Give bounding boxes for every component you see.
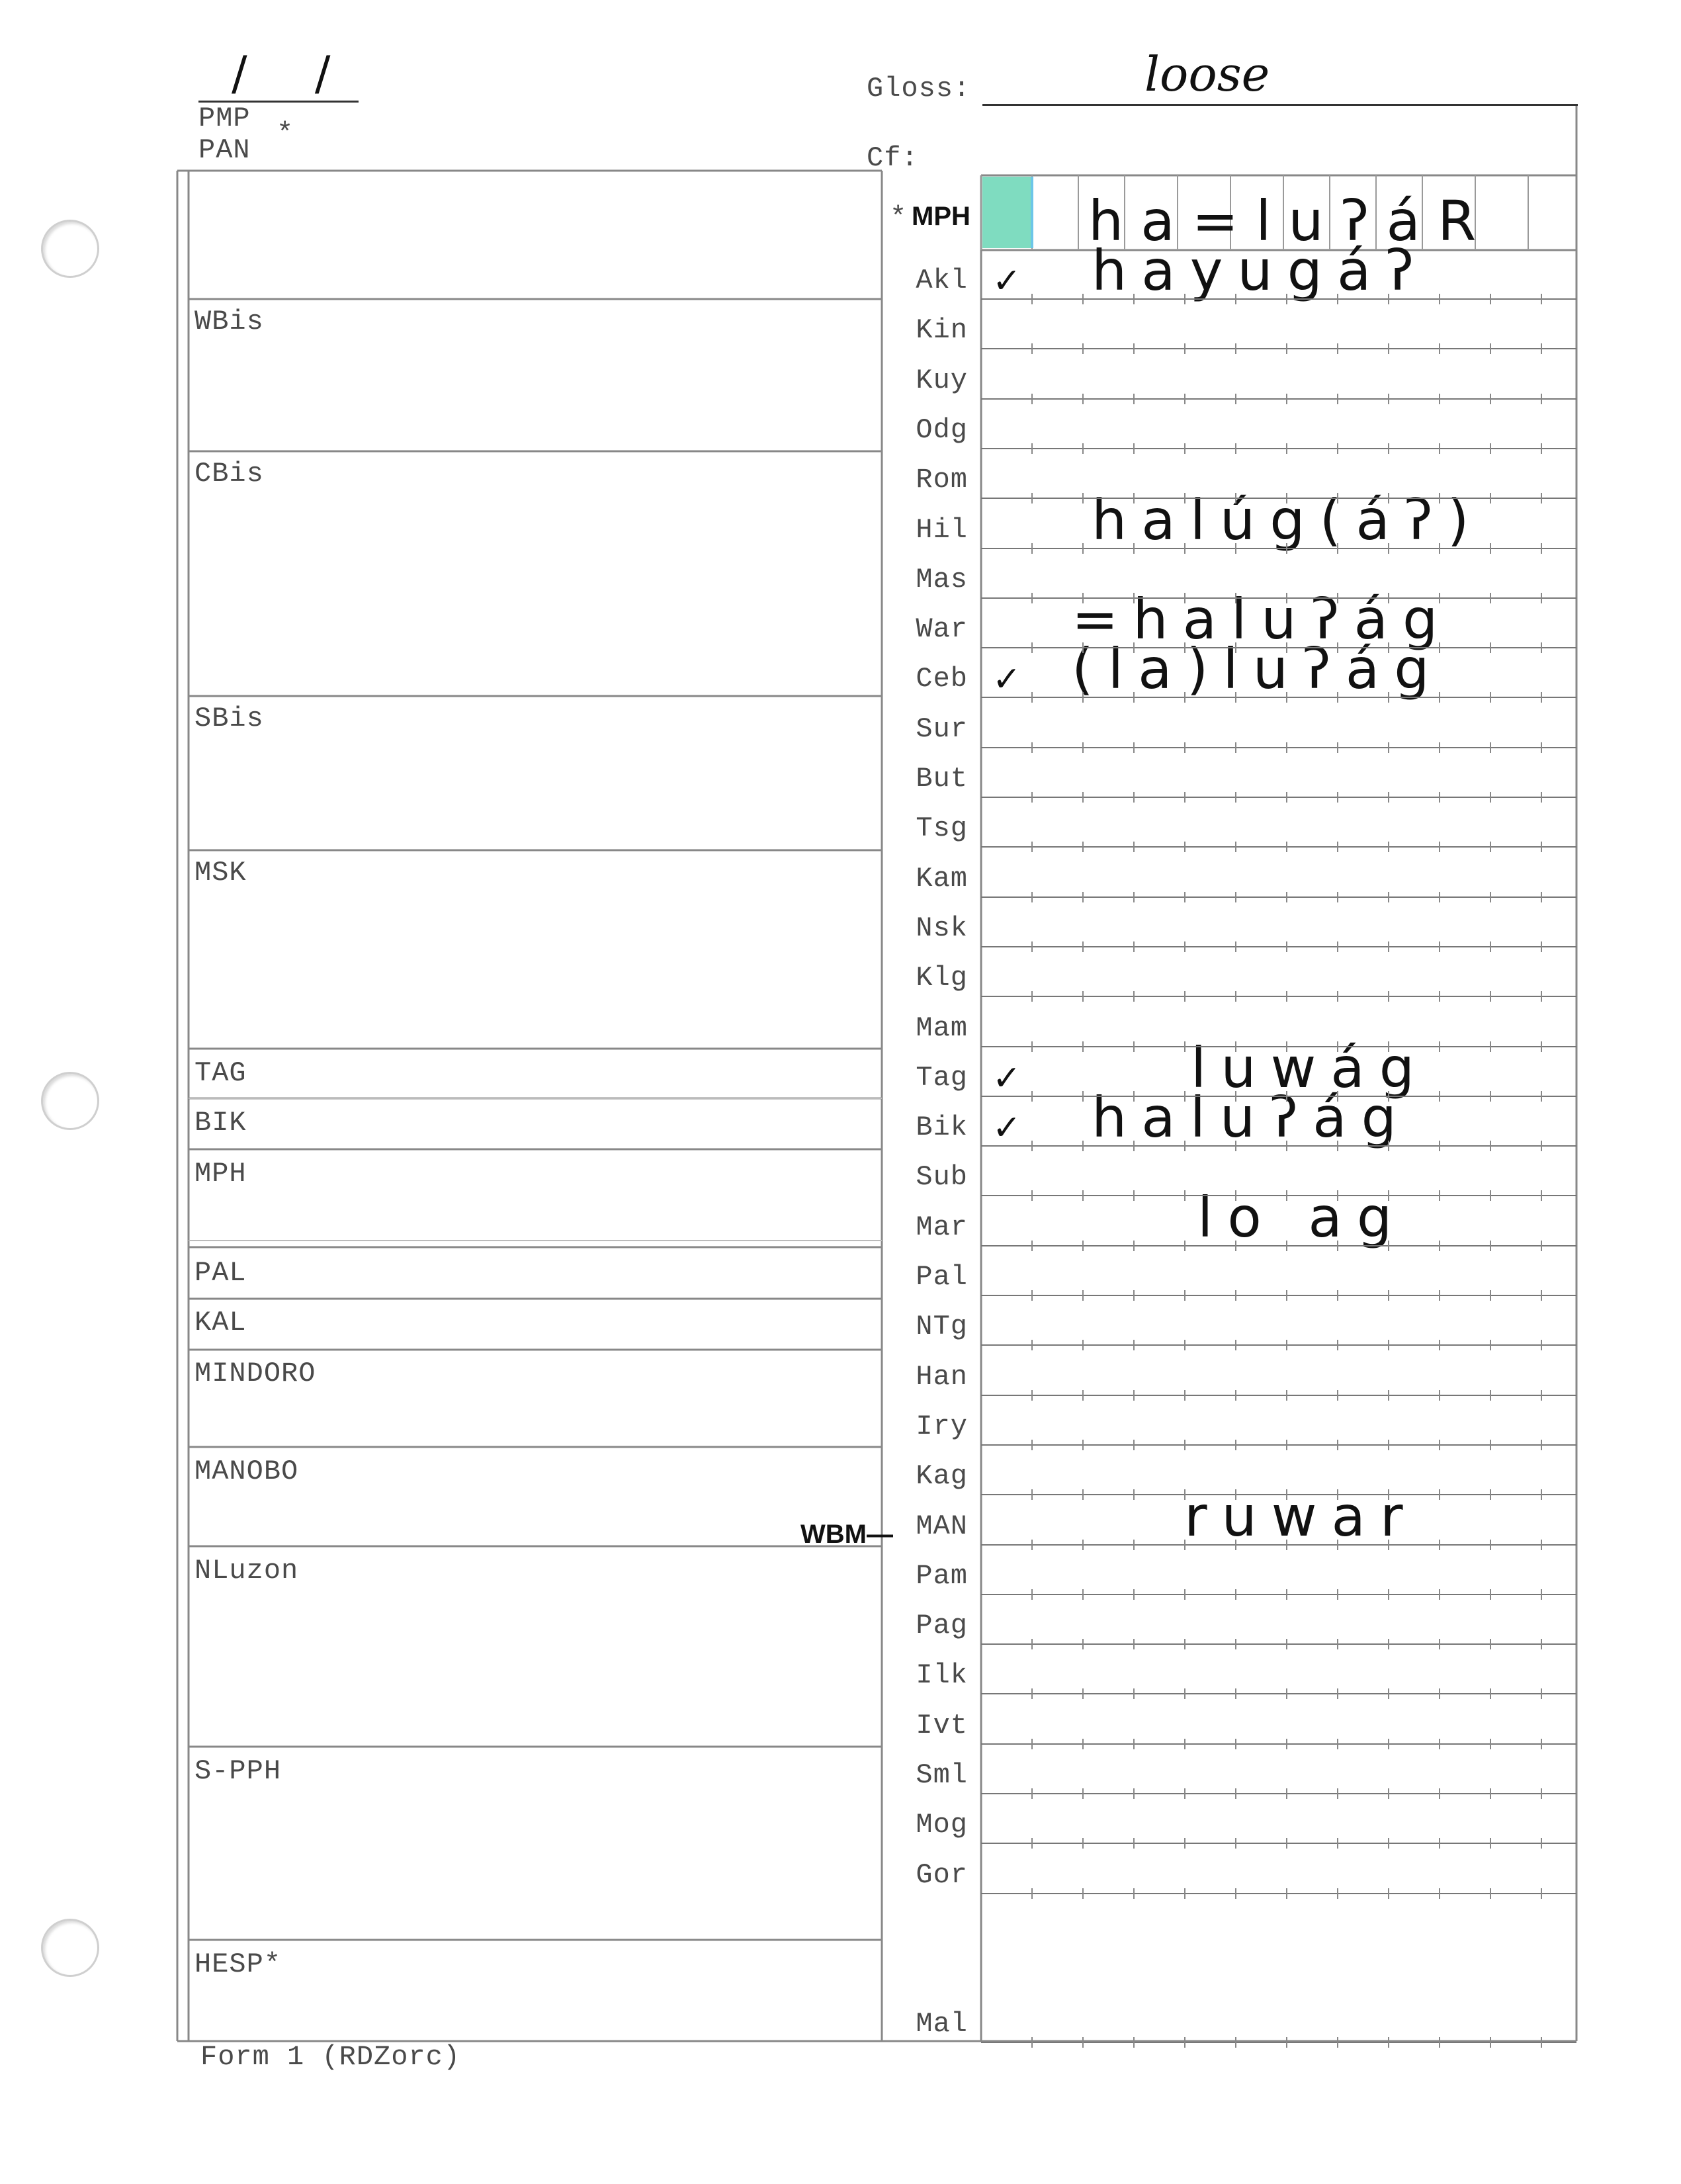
group-label-sbis: SBis — [194, 703, 264, 734]
group-label-bik: BIK — [194, 1107, 247, 1139]
lang-code-rom: Rom — [916, 464, 968, 496]
entry-form-akl[interactable]: hayugáʔ — [1092, 238, 1429, 303]
lang-code-sub: Sub — [916, 1161, 968, 1194]
asterisk-mark: * — [277, 118, 294, 150]
group-label-msk: MSK — [194, 857, 247, 889]
group-label-pal: PAL — [194, 1257, 247, 1289]
lang-code-mal: Mal — [916, 2008, 968, 2040]
mph-reconstruction[interactable]: ha=luʔáR — [1088, 189, 1494, 253]
lang-code-ntg: NTg — [916, 1311, 968, 1343]
group-label-s-pph: S-PPH — [194, 1755, 282, 1787]
lang-code-mas: Mas — [916, 563, 968, 595]
lang-code-mam: Mam — [916, 1012, 968, 1044]
lang-code-pal: Pal — [916, 1261, 968, 1293]
mph-row-asterisk: * — [890, 202, 908, 234]
lang-code-kuy: Kuy — [916, 364, 968, 396]
entry-form-mar[interactable]: lo ag — [1197, 1184, 1407, 1250]
gloss-label: Gloss: — [867, 73, 971, 105]
lang-code-kam: Kam — [916, 862, 968, 895]
lang-code-kag: Kag — [916, 1460, 968, 1493]
lang-code-sml: Sml — [916, 1759, 968, 1791]
lang-code-bik: Bik — [916, 1112, 968, 1144]
lang-code-akl: Akl — [916, 265, 968, 296]
entry-form-ceb[interactable]: (la)luʔág — [1072, 636, 1444, 702]
pmp-label: PMP — [198, 103, 251, 134]
lang-code-hil: Hil — [916, 513, 968, 546]
lang-code-ilk: Ilk — [916, 1659, 968, 1692]
group-label-nluzon: NLuzon — [194, 1555, 299, 1587]
gloss-value[interactable]: loose — [1144, 46, 1270, 102]
form-footer: Form 1 (RDZorc) — [200, 2041, 461, 2073]
pan-label: PAN — [198, 134, 251, 166]
lang-code-gor: Gor — [916, 1858, 968, 1891]
entry-form-war[interactable]: =haluʔág — [1072, 587, 1453, 652]
lang-code-ceb: Ceb — [916, 663, 968, 695]
lang-code-mog: Mog — [916, 1809, 968, 1841]
lang-code-man: MAN — [916, 1510, 968, 1542]
entry-form-tag[interactable]: luwág — [1191, 1035, 1430, 1100]
group-label-mindoro: MINDORO — [194, 1358, 316, 1389]
lang-code-sur: Sur — [916, 713, 968, 745]
entry-form-hil[interactable]: halúg(áʔ) — [1092, 487, 1484, 552]
lang-code-pam: Pam — [916, 1559, 968, 1592]
lang-code-tag: Tag — [916, 1061, 968, 1094]
lang-code-klg: Klg — [916, 962, 968, 994]
check-mark-bik: ✓ — [992, 1108, 1021, 1149]
lang-code-mar: Mar — [916, 1211, 968, 1243]
lang-code-pag: Pag — [916, 1610, 968, 1642]
cf-label: Cf: — [867, 142, 919, 174]
lang-code-kin: Kin — [916, 314, 968, 347]
mph-row-label: MPH — [912, 202, 970, 231]
check-mark-tag: ✓ — [992, 1058, 1021, 1098]
lang-code-war: War — [916, 613, 968, 646]
lang-code-iry: Iry — [916, 1410, 968, 1442]
lang-code-nsk: Nsk — [916, 912, 968, 944]
check-mark-akl: ✓ — [992, 261, 1021, 301]
lang-code-ivt: Ivt — [916, 1709, 968, 1741]
group-label-manobo: MANOBO — [194, 1456, 299, 1487]
group-label-hesp-: HESP* — [194, 1948, 282, 1980]
group-label-mph: MPH — [194, 1158, 247, 1190]
lang-code-tsg: Tsg — [916, 812, 968, 845]
lang-code-odg: Odg — [916, 414, 968, 446]
entry-form-man[interactable]: ruwar — [1184, 1483, 1418, 1549]
wbm-note: WBM— — [800, 1520, 893, 1549]
group-label-tag: TAG — [194, 1057, 247, 1089]
lang-code-but: But — [916, 763, 968, 795]
date-slashes: / / — [232, 46, 357, 101]
group-label-kal: KAL — [194, 1307, 247, 1338]
group-label-cbis: CBis — [194, 458, 264, 490]
group-label-wbis: WBis — [194, 306, 264, 337]
lang-code-han: Han — [916, 1360, 968, 1393]
check-mark-ceb: ✓ — [992, 660, 1021, 700]
entry-form-bik[interactable]: haluʔág — [1092, 1085, 1411, 1151]
